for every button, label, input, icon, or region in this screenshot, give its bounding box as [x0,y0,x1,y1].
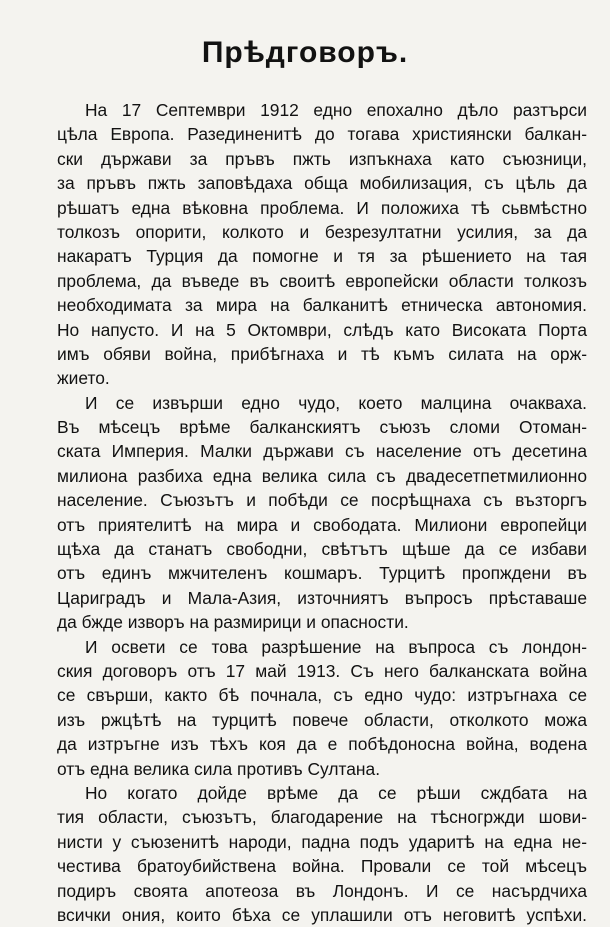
text-line: за пръвъ пжть заповѣдаха обща мобилизация, съ цѣль да [57,173,587,194]
text-line: честива братоубийствена война. Провали се той мѣсецъ [57,856,587,877]
text-line: щѣха да станатъ свободни, свѣтътъ щѣше да се избави [57,539,587,560]
text-line: накаратъ Турция да помогне и тя за рѣшението на тая [57,246,587,267]
text-line: Но когато дойде врѣме да се рѣши сждбата на [85,782,587,803]
text-line: отъ единъ мжчителенъ кошмаръ. Турцитѣ пропждени въ [57,563,587,584]
text-line: се свърши, както бѣ почнала, съ едно чудо: изтръгнаха се [57,685,587,706]
text-line: проблема, да въведе въ своитѣ европейски области толкозъ [57,270,587,291]
text-line: отъ приятелитѣ на мира и свободата. Милиони европейци [57,514,587,535]
text-line: ския договоръ отъ 17 май 1913. Съ него балканската война [57,660,587,681]
text-line: население. Съюзътъ и побѣди се посрѣщнаха съ възторгъ [57,490,587,511]
text-line: Въ мѣсецъ врѣме балканскиятъ съюзъ сломи Отоман- [57,417,587,438]
text-line: изъ ржцѣтѣ на турцитѣ повече области, отколкото можа [57,709,587,730]
page-title: Прѣдговоръ. [201,36,409,69]
text-line: да бжде изворъ на размирици и опасности. [57,612,409,633]
text-line: тия области, съюзътъ, благодарение на тѣсногржди шови- [57,807,587,828]
text-line: рѣшатъ една вѣковна проблема. И положиха тѣ сьвмѣстно [57,197,587,218]
text-line: да изтръгне изъ тѣхъ коя да е побѣдоносна война, водена [57,734,587,755]
text-line: необходимата за мира на балканитѣ етническа автономия. [57,295,587,316]
text-line: нисти у съюзенитѣ народи, падна подъ ударитѣ на една не- [57,831,587,852]
text-line: жието. [57,368,110,389]
text-line: Но напусто. И на 5 Октомври, слѣдъ като Високата Порта [57,319,587,340]
body-text [57,98,587,927]
text-line: милиона разбиха една велика сила съ двадесетпетмилионно [57,465,587,486]
text-line: цѣла Европа. Разединенитѣ до тогава християнски балкан- [57,124,587,145]
text-line: всички ония, които бѣха се уплашили отъ неговитѣ успѣхи. [57,904,587,925]
text-line: имъ обяви война, прибѣгнаха и тѣ къмъ силата на орж- [57,343,587,364]
text-line: Цариградъ и Мала-Азия, източниятъ въпросъ прѣставаше [57,587,587,608]
text-line: На 17 Септември 1912 едно епохално дѣло разтърси [85,100,587,120]
text-line: И освети се това разрѣшение на въпроса съ лондон- [85,636,587,657]
text-line: отъ една велика сила противъ Султана. [57,758,381,779]
text-line: подиръ своята апотеоза въ Лондонъ. И се насърдчиха [57,880,587,901]
text-line: толкозъ опорити, колкото и безрезултатни усилия, за да [57,221,587,242]
text-line: ски държави за пръвъ пжть изпъкнаха като съюзници, [57,148,587,169]
text-line: И се извърши едно чудо, което малцина очакваха. [85,392,587,413]
text-line: ската Империя. Малки държави съ население отъ десетина [57,441,587,462]
